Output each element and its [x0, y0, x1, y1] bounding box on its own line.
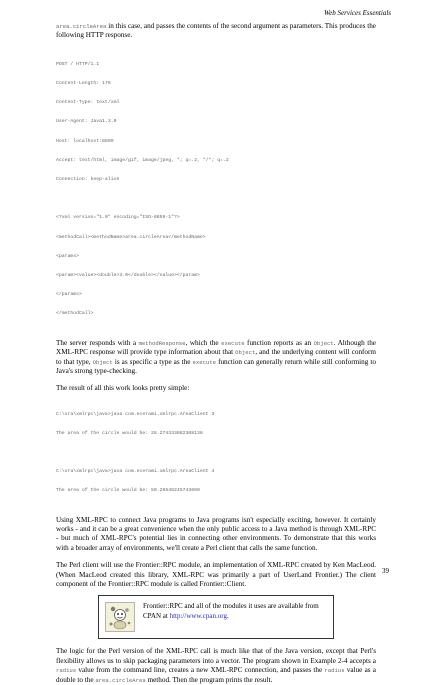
page-content [56, 22, 376, 685]
inline-code: execute [192, 358, 217, 366]
tip-text [143, 602, 327, 621]
paragraph-xmlrpc-java: Using XML-RPC to connect Java programs to Java programs isn't especially exciting, however. It certainly works - and it can be a great convenience when the only public access to a Java method is through XML-RPC - but much of XML-RPC's potential lies in connecting other environments. To demonstrate that this works with a broader array of environments, we'll create a Perl client that calls the same function. [56, 515, 376, 552]
inline-code: Object [92, 358, 113, 366]
inline-code: area.circleArea [56, 23, 107, 30]
code-line: </methodCall> [56, 311, 94, 317]
inline-code: radius [56, 667, 77, 675]
code-line: </params> [56, 292, 82, 298]
page-number: 39 [382, 567, 389, 575]
paragraph-text: The server responds with a [56, 338, 139, 347]
paragraph-text: The logic for the Perl version of the XML-RPC call is much like that of the Java version, except that Perl's flexibility allows us to skip packaging parameters into a vector. The program shown in Example 2-4 accepts a [56, 647, 376, 665]
inline-code: area.circleArea [95, 676, 146, 684]
paragraph-text: value from the command line, creates a new XML-RPC connection, and passes the [76, 666, 325, 675]
inline-code: execute [221, 339, 245, 347]
tip-body: Frontier::RPC and all of the modules it uses are available from CPAN at [143, 602, 319, 620]
tip-icon [105, 602, 135, 632]
paragraph-perl-logic [56, 647, 376, 685]
cpan-link[interactable]: http://www.cpan.org [169, 611, 227, 620]
inline-code: radius [324, 667, 345, 675]
paragraph-text: in this case, and passes the contents of the second argument as parameters. This produces the following HTTP response. [56, 22, 376, 40]
paragraph-text: method. Then the program prints the result. [145, 675, 273, 684]
code-line: C:\ora\xmlrpc\java>java com.ecerami.xmlrpc.AreaClient 3 [56, 411, 215, 417]
code-line: The area of the circle would be: 50.26548245743669 [56, 488, 200, 494]
code-line: <?xml version="1.0" encoding="ISO-8859-1"?> [56, 215, 180, 221]
console-output-code-block [56, 399, 376, 508]
code-line: <methodCall><methodName>area.circleArea</methodName> [56, 234, 206, 240]
code-line: C:\ora\xmlrpc\java>java com.ecerami.xmlrpc.AreaClient 4 [56, 469, 215, 475]
paragraph-text: . Although the XML-RPC response will provide type information about that [56, 338, 376, 357]
tip-callout [98, 595, 334, 639]
inline-code: Object [235, 349, 256, 357]
paragraph-result-intro: The result of all this work looks pretty simple: [56, 384, 190, 393]
paragraph-text: is as specific a type as the [112, 357, 193, 366]
code-line: Connection: keep-alive [56, 176, 120, 182]
code-line: Host: localhost:8899 [56, 138, 114, 144]
paragraph-text: , which the [185, 338, 222, 347]
inline-code: Object [313, 339, 334, 347]
code-line [56, 450, 376, 456]
paragraph-server-response [56, 339, 376, 377]
code-line: Content-Length: 175 [56, 80, 111, 86]
paragraph-intro [56, 22, 376, 41]
code-line [56, 196, 376, 202]
code-line: The area of the circle would be: 28.274333882308138 [56, 430, 203, 436]
code-line: <params> [56, 253, 80, 259]
running-header: Web Services Essentials [323, 9, 391, 17]
code-line: Content-Type: text/xml [56, 100, 120, 106]
inline-code: methodResponse [138, 339, 186, 347]
code-line: POST / HTTP/1.1 [56, 61, 100, 67]
paragraph-text: , and the underlying content will conform to that type, [56, 348, 377, 366]
paragraph-perl-client: The Perl client will use the Frontier::RPC module, an implementation of XML-RPC created by Ken MacLeod. (When MacLeod created this library, XML-RPC was primarily a part of UserLand Frontier.) The client component of the Frontier::RPC module is called Frontier::Client. [56, 561, 376, 589]
code-line: User-Agent: Java1.3.0 [56, 119, 117, 125]
http-response-code-block [56, 49, 376, 331]
paragraph-text: value as a double to the [56, 666, 376, 684]
tip-end: . [226, 611, 229, 620]
code-line: Accept: text/html, image/gif, image/jpeg, *; q=.2, */*; q=.2 [56, 157, 229, 163]
code-line: <param><value><double>3.0</double></value></param> [56, 273, 200, 279]
paragraph-text: function reports as an [244, 338, 314, 347]
paragraph-text: function can generally return while still conforming to Java's strong type-checking. [56, 357, 376, 375]
